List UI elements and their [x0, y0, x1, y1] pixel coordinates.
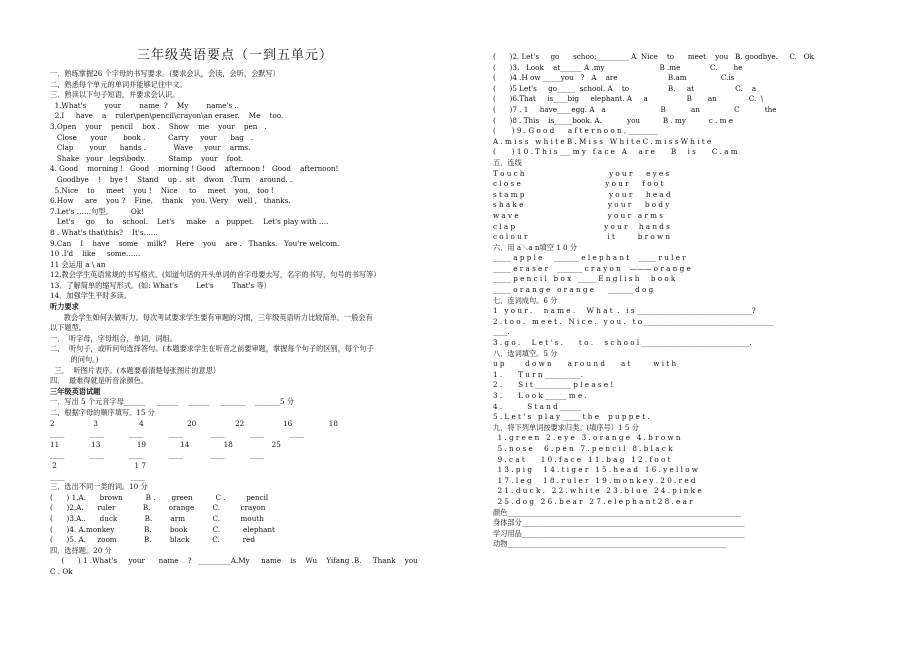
right-line: 2 5 . d o g 2 6 . b e a r 2 7 . e l e p h a n t 2 8 . e a r — [493, 496, 693, 506]
right-line: _____ e r a s e r _______ c r a y o n ——— o r a n g e — [493, 263, 691, 273]
left-line: 以下题型。 — [50, 323, 86, 333]
right-line: 动物_____________________________________________________________ — [493, 539, 727, 549]
left-line: 7.Let's ……句型。 Ok! — [50, 206, 145, 216]
left-line: 听力要求 — [50, 302, 79, 312]
right-line: 颜色_________________________________________________________________ — [493, 507, 741, 517]
left-line: 2 3 4 20 22 16 18 — [50, 418, 338, 428]
right-line: ( )5 Let's go_____ school. A to B. at C. a — [493, 83, 757, 93]
left-line: 三．选出不同一类的词。10 分 — [50, 482, 148, 492]
right-line: ____. — [493, 327, 510, 337]
left-line: 三年级英语试题 — [50, 386, 101, 396]
left-line: 四．选择题。20 分 — [50, 545, 112, 555]
right-line: s h a k e y o u r b o d y — [493, 200, 670, 210]
right-line: ( )7 . 1 have____egg. A a B an C the — [493, 104, 777, 114]
left-line: Close your book . Carry your bag . — [50, 132, 254, 142]
left-line: 三． 听图片表序。(本题要看清楚每张图片的意思） — [50, 365, 221, 375]
left-line: 三．熟读以下句子短语，并要求会认识。 — [50, 90, 180, 100]
right-line: 八．选词填空。5 分 — [493, 348, 558, 358]
left-line: ____ ____ ____ ____ ____ ____ — [50, 450, 265, 460]
right-line: 1 . T u r n __________. — [493, 369, 583, 379]
left-line: Goodbye ! bye ! Stand up . sit dwon .Turn around. . — [50, 174, 293, 184]
left-line: 14．加强学生平时多读。 — [50, 291, 132, 301]
right-line: 9 . c a t 1 0 . f a c e 1 1 . b a g 1 2 . f o o t — [493, 454, 671, 464]
right-line: 1 y o u r . n a m e . W h a t . i s ________________________________? — [493, 306, 756, 316]
left-line: 二．熟悉每个单元的单词并能够记住中文。 — [50, 79, 187, 89]
right-line: 3 . L o o k ______ m e . — [493, 391, 587, 400]
right-line: w a v e y o u r a r m s — [493, 210, 663, 220]
left-line: 6.How are you ? Fine, thank you. \Very well , thanks. — [50, 196, 291, 206]
left-line: 一．熟练掌握26 个字母的书写要求。(要求会认，会读，会听，会默写） — [50, 69, 280, 78]
right-line: s t a m p y o u r h e a d — [493, 189, 671, 199]
left-line: 11 13 19 14 18 25 — [50, 439, 281, 449]
right-line: 九．将下列单词按要求归类。(填序号）1 5 分 — [493, 422, 639, 432]
left-column — [50, 44, 420, 578]
left-line: 2 1 7 — [50, 460, 146, 470]
left-line: 10 .I'd like some…… — [50, 249, 141, 259]
left-line: ( )2.A. ruler B. orange C. crayon — [50, 503, 266, 513]
right-line: A . m i s s w h i t e B . M i s s W h i t e C . m i s s W h i t e — [493, 136, 712, 146]
left-line: Let's go to school. Let's make a puppet. Let's play with …. — [50, 217, 329, 227]
left-line: 12.教会学生英语常规的书写格式。(知道句话的开头单词的首字母要大写，名字的书写，句号的书写等） — [50, 270, 381, 280]
right-line: ( )3. Look at______ A .my B .me C. he — [493, 62, 743, 72]
left-line: ____ ____ — [50, 471, 146, 481]
right-line: 2 1 . d u c k . 2 2 . w h i t e 2 3 . b l u e 2 4 . p i n k e — [493, 486, 702, 496]
right-line: 七．连词成句。6 分 — [493, 295, 558, 305]
left-line: 4. Good morning ! Good morning ! Good afternoon ! Good afternoon! — [50, 164, 339, 174]
left-line: 8 . What's that\this? It's…… — [50, 227, 158, 237]
left-line: 1.What's your name ? My name's .. — [50, 100, 240, 110]
right-line: 1 7 . l e g 1 8 . r u l e r 1 9 . m o n k e y . 2 0 . r e d — [493, 475, 696, 485]
right-line: 5 . L e t ' s p l a y _____ t h e p u p p e t . — [493, 412, 650, 422]
right-line: 身体部分______________________________________________________________ — [493, 518, 745, 528]
right-line: c l o s e y o u r f o o t — [493, 179, 664, 189]
right-line: ( )2. Let's go schoo;_________ A Nice to meet you B. goodbye. C. Ok — [493, 52, 815, 61]
right-line: 1 . g r e e n 2 . e y e 3 . o r a n g e 4 . b r o w n — [493, 433, 681, 443]
right-line: T o u c h y o u r e y e s — [493, 168, 670, 178]
left-line: ( ) 1.A. brown B . green C . pencil — [50, 492, 269, 502]
right-line: u p d o w n a r o u n d a t w i t h — [493, 359, 677, 369]
left-line: 11 会运用 a \ an — [50, 259, 106, 269]
left-line: ( ) 1 .What's your name ? _________A.My name is Wu Yifang .B. Thank you — [50, 556, 418, 566]
right-line: 六．用 a＼a n填空 1 0 分 — [493, 242, 578, 252]
right-line: ( ) 9 . G o o d a f t e r n o o n , ________ — [493, 126, 658, 136]
left-line: 3.Open your pencil box . Show me your pen . — [50, 121, 267, 131]
left-line: 2.I have a ruler\pen\pencil\crayon\an eraser. Me too. — [50, 111, 284, 121]
right-line: 2 . t o o . m e e t . N i c e . y o u . t o ____________________________________ — [493, 316, 774, 326]
left-line: ( )3.A.. duck B. arm C. mouth — [50, 513, 264, 523]
right-line: c l a p y o u r h a n d s — [493, 221, 670, 231]
left-line: 13．了解简单的缩写形式。(如: What's Let's That's 等） — [50, 280, 271, 290]
right-line: _____ p e n c i l b o x _____ E n g l i s h b o o k — [493, 274, 676, 284]
right-column — [493, 52, 883, 550]
left-line: 二． 听句子，或听问句选择答句。(本题要求学生在听音之前要审题，掌握每个句子的区别，每个句子 — [50, 344, 374, 354]
right-line: _____ a p p l e _______ e l e p h a n t _____ r u l e r — [493, 253, 686, 263]
right-line: ( )4 .H ow _____you ? A are B.am C.is — [493, 73, 735, 83]
left-line: 一． 听字母，字母组合，单词，词组。 — [50, 333, 177, 343]
left-line: Shake your legs\body. Stamp your foot. — [50, 153, 244, 163]
right-line: 4 . S t a n d ______ — [493, 401, 582, 411]
right-line: ( )8 . This is_____book. A. you B . my c . m e — [493, 115, 733, 125]
right-line: 2 . S i t __________ p l e a s e ! — [493, 380, 614, 390]
left-line: Clap your hands . Wave your arms. — [50, 143, 251, 153]
left-line: 一．写出 5 个元音字母______ ______ ______ _______ _______5 分 — [50, 397, 295, 407]
left-line: ____ ____ ____ ____ ____ ____ ____ — [50, 429, 304, 439]
right-line: 五．连线 — [493, 157, 522, 167]
right-line: c o l o u r i t b r o w n — [493, 232, 671, 242]
page-title: 三年级英语要点（一到五单元） — [136, 48, 333, 63]
left-line: 5.Nice to meet you ! Nice to meet you, too ! — [50, 185, 274, 195]
right-line: 1 3 . p i g 1 4 . t i g e r 1 5 . h e a d 1 6 . y e l l o w — [493, 465, 698, 475]
left-line: C . Ok — [50, 566, 73, 576]
left-line: 二．根据字母的顺序填写。15 分 — [50, 408, 155, 417]
left-line: ( )5. A. zoom B. black C. red — [50, 535, 255, 545]
right-line: _____ o r a n g e o r a n g e _______ d o g — [493, 285, 654, 295]
left-line: ( )4. A.monkey B. book C. elephant — [50, 524, 275, 534]
left-line: 9.Can I have some milk? Here you are . Thanks. You're welcom. — [50, 238, 340, 248]
right-lines — [493, 52, 883, 550]
right-line: 学习用品______________________________________________________________ — [493, 528, 745, 538]
right-line: ( )6.That is____big elephant. A a B an C. \ — [493, 94, 764, 104]
right-line: 5 . n o s e 6 . p e n 7 . p e n c i l 8 . b l a c k — [493, 443, 673, 453]
right-line: 3 . g o . L e t ' s . t o . s c h o o l ______________________________. — [493, 338, 752, 348]
left-line: 四． 最难得就是听音涂颜色。 — [50, 376, 149, 386]
left-lines — [50, 69, 420, 578]
left-line: 的问句。) — [50, 355, 99, 365]
left-line: 教会学生如何去做听力。每次考试要求学生要有审题的习惯，三年级英语听力比较简单，一般会有 — [50, 312, 373, 322]
right-line: ( ) 1 0 . T h i s ___ m y f a c e A a r e B i s C . a m — [493, 147, 738, 157]
